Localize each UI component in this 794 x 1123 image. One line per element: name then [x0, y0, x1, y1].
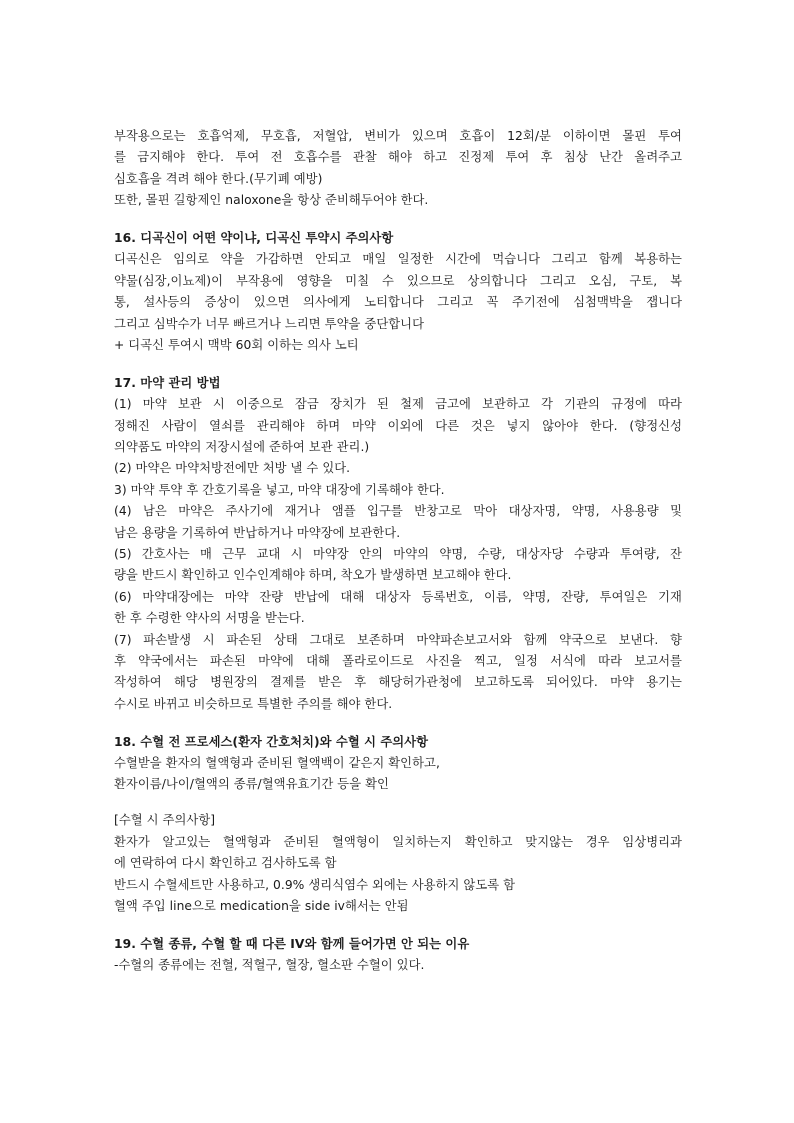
- spacer: [114, 356, 682, 373]
- section-heading: 17. 마약 관리 방법: [114, 375, 221, 390]
- section-heading: 18. 수혈 전 프로세스(환자 간호처치)와 수혈 시 주의사항: [114, 734, 429, 749]
- text-line: 작성하여 해당 병원장의 결제를 받은 후 해당허가관청에 보고하도록 되어있다. 마약 용기는: [114, 675, 682, 690]
- spacer: [114, 212, 682, 229]
- text-line: 정해진 사람이 열쇠를 관리해야 하며 마약 이외에 다른 것은 넣지 않아야 한다. (향정신성: [114, 418, 682, 433]
- section-heading: 19. 수혈 종류, 수혈 할 때 다른 IV와 함께 들어가면 안 되는 이유: [114, 936, 470, 951]
- text-line: 의약품도 마약의 저장시설에 준하여 보관 관리.): [114, 440, 370, 455]
- intro-paragraph: [114, 126, 682, 212]
- text-line: (1) 마약 보관 시 이중으로 잠금 장치가 된 철제 금고에 보관하고 각 기관의 규정에 따라: [114, 397, 682, 412]
- text-line: 후 약국에서는 파손된 마약에 대해 폴라로이드로 사진을 찍고, 일정 서식에 따라 보고서를: [114, 653, 682, 668]
- text-line: 통, 설사등의 증상이 있으면 의사에게 노티합니다 그리고 꼭 주기전에 심첨맥박을 잽니다: [114, 295, 682, 310]
- text-line: 심호흡을 격려 해야 한다.(무기폐 예방): [114, 171, 323, 186]
- subheading: [수혈 시 주의사항]: [114, 813, 216, 828]
- text-line: 부작용으로는 호흡억제, 무호흡, 저혈압, 변비가 있으며 호흡이 12회/분 이하이면 몰핀 투여: [114, 129, 682, 143]
- text-line: 수혈받을 환자의 혈액형과 준비된 혈액백이 같은지 확인하고,: [114, 756, 440, 771]
- text-line: 한 후 수령한 약사의 서명을 받는다.: [114, 611, 305, 626]
- section-17: [114, 373, 682, 715]
- text-line: 반드시 수혈세트만 사용하고, 0.9% 생리식염수 외에는 사용하지 않도록 함: [114, 877, 516, 892]
- text-line: (7) 파손발생 시 파손된 상태 그대로 보존하며 마약파손보고서와 함께 약국으로 보낸다. 향: [114, 632, 682, 647]
- spacer: [114, 796, 682, 811]
- text-line: 남은 용량을 기록하여 반납하거나 마약장에 보관한다.: [114, 525, 401, 540]
- text-line: 에 연락하여 다시 확인하고 검사하도록 함: [114, 856, 337, 871]
- section-heading: 16. 디곡신이 어떤 약이냐, 디곡신 투약시 주의사항: [114, 231, 394, 246]
- text-line: (2) 마약은 마약처방전에만 처방 낼 수 있다.: [114, 461, 351, 476]
- section-16: [114, 228, 682, 356]
- text-line: + 디곡신 투여시 맥박 60회 이하는 의사 노티: [114, 338, 359, 353]
- spacer: [114, 917, 682, 934]
- text-line: 를 금지해야 한다. 투여 전 호흡수를 관찰 해야 하고 진정제 투여 후 침상 난간 올려주고: [114, 150, 682, 165]
- text-line: 약물(심장,이뇨제)이 부작용에 영향을 미칠 수 있으므로 상의합니다 그리고 오심, 구토, 복: [114, 273, 682, 288]
- text-line: (4) 남은 마약은 주사기에 재거나 앰플 입구를 반창고로 막아 대상자명, 약명, 사용용량 및: [114, 504, 682, 519]
- text-line: 환자이름/나이/혈액의 종류/혈액유효기간 등을 확인: [114, 777, 389, 792]
- text-line: 량을 반드시 확인하고 인수인계해야 하며, 착오가 발생하면 보고해야 한다.: [114, 568, 512, 583]
- spacer: [114, 715, 682, 732]
- text-line: -수혈의 종류에는 전혈, 적혈구, 혈장, 혈소판 수혈이 있다.: [114, 958, 425, 973]
- text-line: 수시로 바뀌고 비슷하므로 특별한 주의를 해야 한다.: [114, 696, 393, 711]
- text-line: (5) 간호사는 매 근무 교대 시 마약장 안의 마약의 약명, 수량, 대상자당 수량과 투여량, 잔: [114, 547, 682, 562]
- text-line: 그리고 심박수가 너무 빠르거나 느리면 투약을 중단합니다: [114, 316, 425, 331]
- text-line: 디곡신은 임의로 약을 가감하면 안되고 매일 일정한 시간에 먹습니다 그리고 함께 복용하는: [114, 252, 682, 267]
- text-line: 환자가 알고있는 혈액형과 준비된 혈액형이 일치하는지 확인하고 맞지않는 경우 임상병리과: [114, 834, 682, 849]
- text-line: 또한, 몰핀 길항제인 naloxone을 항상 준비해두어야 한다.: [114, 193, 429, 208]
- text-line: (6) 마약대장에는 마약 잔량 반납에 대해 대상자 등록번호, 이름, 약명, 잔량, 투여일은 기재: [114, 589, 682, 604]
- text-line: 혈액 주입 line으로 medication을 side iv해서는 안됨: [114, 898, 409, 913]
- section-18: [114, 732, 682, 918]
- text-line: 3) 마약 투약 후 간호기록을 넣고, 마약 대장에 기록해야 한다.: [114, 482, 445, 497]
- section-19: [114, 934, 682, 977]
- document-page: [114, 126, 682, 977]
